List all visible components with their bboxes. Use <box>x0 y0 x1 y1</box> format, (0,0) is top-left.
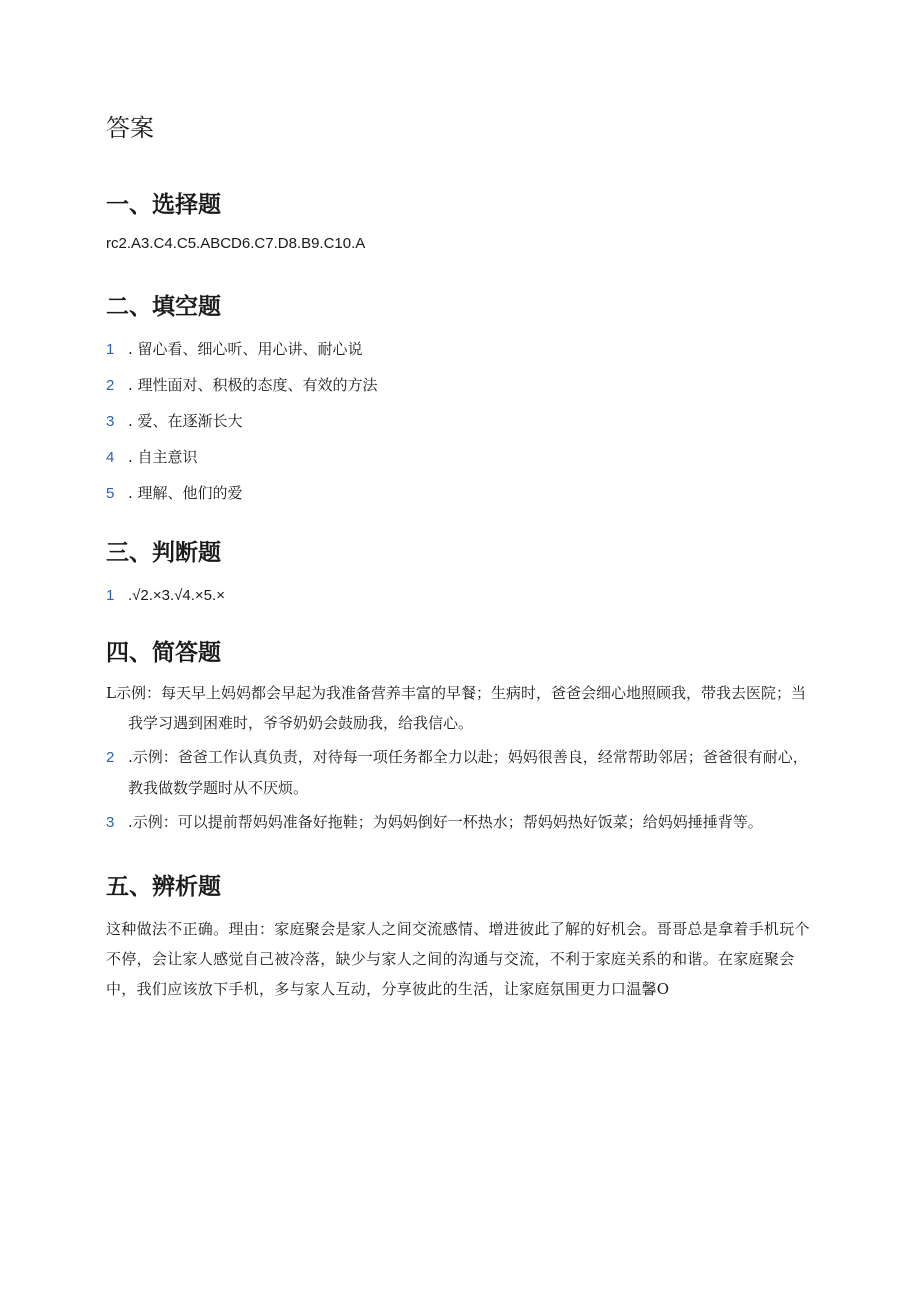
section-heading-choice: 一、选择题 <box>106 192 221 218</box>
section-heading-judge: 三、判断题 <box>106 540 221 566</box>
section-heading-fill: 二、填空题 <box>106 294 221 320</box>
list-item <box>106 446 810 468</box>
item-number: 5 <box>106 485 115 502</box>
item-text: . 理解、他们的爱 <box>128 484 243 502</box>
fill-list <box>106 338 810 504</box>
item-number: 2 <box>106 749 115 766</box>
list-item <box>106 742 810 803</box>
item-text: .示例：可以提前帮妈妈准备好拖鞋；为妈妈倒好一杯热水；帮妈妈热好饭菜；给妈妈捶捶背等。 <box>128 813 763 831</box>
list-item <box>106 482 810 504</box>
page-title: 答案 <box>106 114 154 142</box>
item-text: . 理性面对、积极的态度、有效的方法 <box>128 376 378 394</box>
judge-answers <box>106 584 810 606</box>
item-text: . 留心看、细心听、用心讲、耐心说 <box>128 340 363 358</box>
choice-answers: rc2.A3.C4.C5.ABCD6.C7.D8.B9.C10.A <box>106 235 366 252</box>
list-item <box>106 338 810 360</box>
item-number: 4 <box>106 449 115 466</box>
section-heading-short: 四、简答题 <box>106 640 221 666</box>
answer-document <box>106 108 810 1004</box>
item-text: . 爱、在逐渐长大 <box>128 412 243 430</box>
analysis-text: 这种做法不正确。理由：家庭聚会是家人之间交流感情、增进彼此了解的好机会。哥哥总是拿着手机玩个不停，会让家人感觉自己被冷落，缺少与家人之间的沟通与交流，不利于家庭关系的和谐。在家庭聚会中，我们应该放下手机，多与家人互动，分享彼此的生活，让家庭氛围更力口温馨O <box>106 920 810 998</box>
list-item <box>106 374 810 396</box>
list-item <box>106 678 810 738</box>
list-item <box>106 410 810 432</box>
item-number: 2 <box>106 377 115 394</box>
item-text: L示例：每天早上妈妈都会早起为我准备营养丰富的早餐；生病时，爸爸会细心地照顾我，带我去医院；当我学习遇到困难时，爷爷奶奶会鼓励我，给我信心。 <box>106 684 806 732</box>
item-text: . 自主意识 <box>128 448 198 466</box>
list-item <box>106 807 810 838</box>
section-heading-analysis: 五、辨析题 <box>106 874 221 900</box>
item-number: 1 <box>106 341 115 358</box>
item-number: 1 <box>106 587 115 604</box>
short-list <box>106 678 810 838</box>
item-number: 3 <box>106 413 115 430</box>
judge-answer-text: .√2.×3.√4.×5.× <box>128 587 225 604</box>
item-text: .示例：爸爸工作认真负责，对待每一项任务都全力以赴；妈妈很善良，经常帮助邻居；爸爸很有耐心，教我做数学题时从不厌烦。 <box>128 748 808 797</box>
item-number: 3 <box>106 814 115 831</box>
